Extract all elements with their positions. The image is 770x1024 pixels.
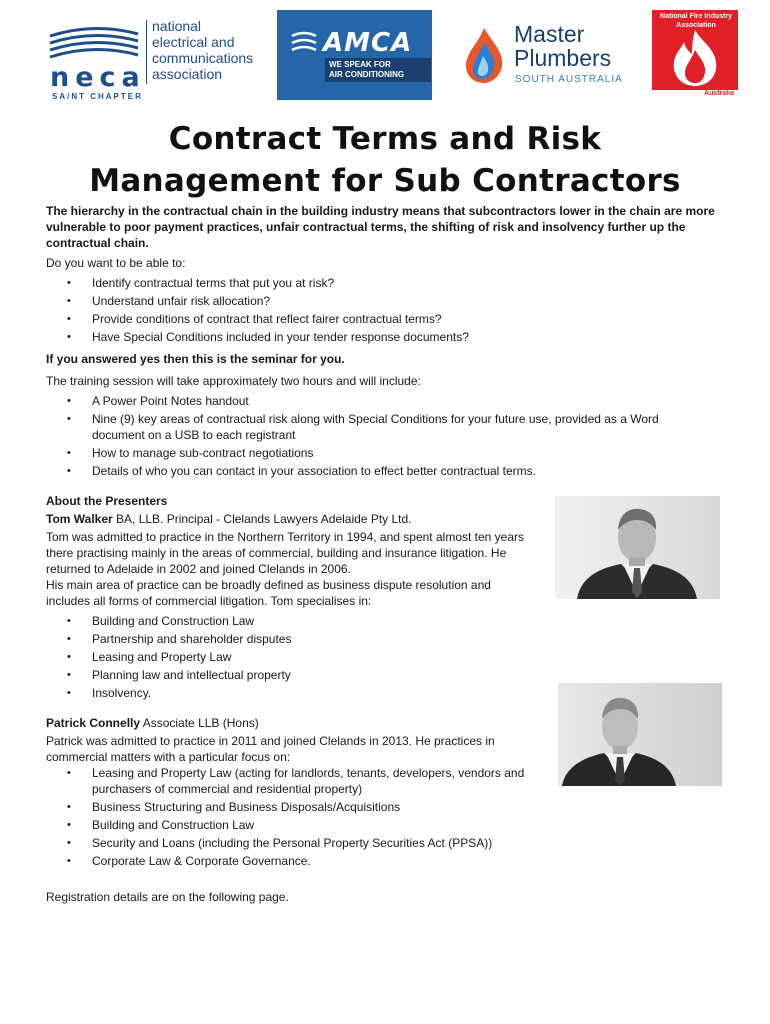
list-item: • Nine (9) key areas of contractual risk along with Special Conditions for your future use, provided as a Word document on a USB to each registrant [46, 411, 736, 443]
nfia-name: National Fire Industry Association [660, 13, 732, 29]
list-item: • A Power Point Notes handout [46, 393, 736, 409]
presenter-2-specialties [46, 765, 536, 869]
list-item: • Business Structuring and Business Disposals/Acquisitions [46, 799, 536, 815]
fire-icon [662, 28, 728, 88]
presenter-2-photo [558, 683, 722, 786]
presenter-2-credentials: Associate LLB (Hons) [140, 716, 259, 730]
presenter-1-practice: His main area of practice can be broadly defined as business dispute resolution and includes all forms of commercial litigation. Tom specialises in: [46, 578, 491, 608]
presenter-2-bio: Patrick was admitted to practice in 2011 and joined Clelands in 2013. He practices in commercial matters with a particular focus on: [46, 734, 495, 764]
answer-line: If you answered yes then this is the seminar for you. [46, 352, 345, 366]
list-item: • Building and Construction Law [46, 613, 736, 629]
amca-swirl-icon [289, 30, 319, 56]
question-list [46, 275, 736, 345]
training-list [46, 393, 736, 479]
neca-wave-icon [48, 24, 140, 62]
list-item: • Building and Construction Law [46, 817, 536, 833]
list-item: • Have Special Conditions included in your tender response documents? [46, 329, 736, 345]
presenter-2-name: Patrick Connelly [46, 716, 141, 730]
nfia-logo [652, 10, 738, 100]
question-lead: Do you want to be able to: [46, 256, 186, 270]
presenter-1-photo [555, 496, 720, 599]
intro-paragraph: The hierarchy in the contractual chain in the building industry means that subcontractors lower in the chain are more vulnerable to poor payment practices, unfair contractual terms, the shifting of risk and insolvency further up the contractual chain. [46, 204, 715, 250]
neca-full-name: national electrical and communications association [152, 18, 254, 82]
master-plumbers-subtitle: SOUTH AUSTRALIA [515, 74, 623, 85]
list-item: • Corporate Law & Corporate Governance. [46, 853, 536, 869]
amca-wordmark: AMCA [323, 28, 413, 58]
list-item: • Identify contractual terms that put you at risk? [46, 275, 736, 291]
logo-bar [0, 10, 770, 102]
title-line-2: Management for Sub Contractors [89, 163, 681, 199]
amca-tagline: WE SPEAK FOR AIR CONDITIONING [325, 58, 431, 82]
presenter-1-bio: Tom was admitted to practice in the Northern Territory in 1994, and spent almost ten years there practising mainly in the areas of commercial, building and insurance litigation. He returned to Adelaide in 2002 and joined Clelands in 2006. [46, 530, 525, 576]
neca-logo [46, 18, 261, 100]
list-item: • Partnership and shareholder disputes [46, 631, 736, 647]
neca-chapter: SA/NT CHAPTER [52, 92, 143, 101]
neca-wordmark: neca [50, 62, 146, 93]
page-title [0, 118, 770, 202]
registration-note: Registration details are on the following page. [46, 890, 289, 904]
presenter-1-name: Tom Walker [46, 512, 113, 526]
master-plumbers-title: Master Plumbers [514, 21, 612, 71]
training-lead: The training session will take approximately two hours and will include: [46, 374, 421, 388]
amca-logo [277, 10, 432, 100]
presenter-1-credentials: BA, LLB. Principal - Clelands Lawyers Adelaide Pty Ltd. [112, 512, 412, 526]
list-item: • Provide conditions of contract that reflect fairer contractual terms? [46, 311, 736, 327]
master-plumbers-logo [462, 22, 622, 92]
list-item: • Insolvency. [46, 685, 736, 701]
neca-divider [146, 20, 147, 84]
list-item: • How to manage sub-contract negotiations [46, 445, 736, 461]
nfia-country-band [652, 90, 738, 100]
flame-drop-icon [462, 26, 506, 84]
list-item: • Leasing and Property Law (acting for landlords, tenants, developers, vendors and purchasers of commercial and residential property) [46, 765, 536, 797]
list-item: • Planning law and intellectual property [46, 667, 736, 683]
list-item: • Details of who you can contact in your association to effect better contractual terms. [46, 463, 736, 479]
list-item: • Leasing and Property Law [46, 649, 736, 665]
nfia-country: Australia [704, 90, 734, 97]
list-item: • Understand unfair risk allocation? [46, 293, 736, 309]
presenters-heading: About the Presenters [46, 494, 168, 508]
list-item: • Security and Loans (including the Personal Property Securities Act (PPSA)) [46, 835, 536, 851]
title-line-1: Contract Terms and Risk [168, 121, 602, 157]
presenter-1-heading [46, 511, 536, 527]
